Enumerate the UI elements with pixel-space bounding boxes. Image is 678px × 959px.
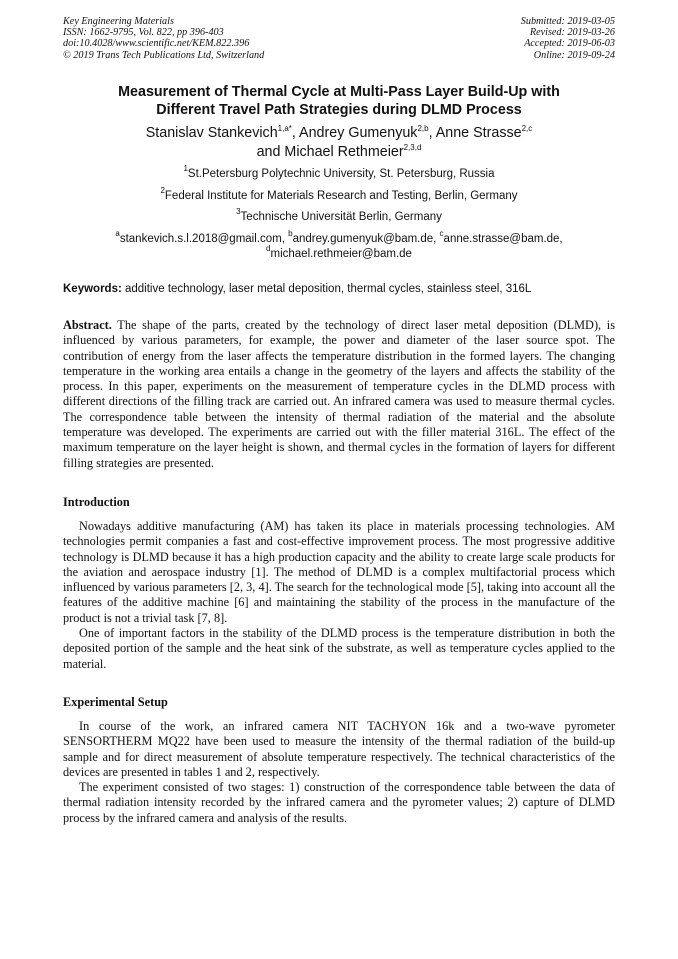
paragraph: Nowadays additive manufacturing (AM) has taken its place in materials processing technologies. AM technologies permit companies a fast and cost-effective improvement process. The most progressive additive technology is DLMD because it has a high production capacity and the ability to create large scale products for the aviation and aerospace industry [1]. The method of DLMD is a complex multifactorial process which influenced by various parameters [2, 3, 4]. The search for the technological mode [5], taking into account all the features of the additive machine [6] and maintaining the stability of the process in the manufacture of the product is not a trivial task [7, 8]. — [63, 519, 615, 625]
keywords-text: additive technology, laser metal deposition, thermal cycles, stainless steel, 316L — [121, 283, 532, 295]
online-date: Online: 2019-09-24 — [533, 49, 615, 61]
emails-line-2 — [63, 243, 615, 262]
affiliation-text: Federal Institute for Materials Research and Testing, Berlin, Germany — [164, 190, 518, 202]
email-mark: d — [266, 243, 271, 253]
submitted-date: Submitted: 2019-03-05 — [520, 16, 615, 27]
author-name: Andrey Gumenyuk — [299, 125, 418, 141]
title-line-1: Measurement of Thermal Cycle at Multi-Pass Layer Build-Up with — [118, 84, 560, 100]
title-line-2: Different Travel Path Strategies during DLMD Process — [156, 102, 522, 118]
email-mark: a — [115, 229, 120, 238]
copyright: © 2019 Trans Tech Publications Ltd, Switzerland — [63, 49, 265, 61]
affiliation-text: Technische Universität Berlin, Germany — [240, 211, 442, 223]
author-affiliation-mark: 2,c — [521, 124, 533, 133]
issn-volume: ISSN: 1662-9795, Vol. 822, pp 396-403 — [63, 27, 224, 39]
author-name: and Michael Rethmeier — [256, 143, 404, 160]
accepted-date: Accepted: 2019-06-03 — [524, 38, 615, 50]
author-separator: , — [428, 125, 436, 141]
paragraph: One of important factors in the stability of the DLMD process is the temperature distribution in both the deposited portion of the sample and the heat sink of the substrate, as well as temperature cycles applied to the material. — [63, 626, 615, 671]
author-separator: , — [291, 125, 300, 141]
affiliation-mark: 1 — [183, 164, 188, 173]
email-link[interactable]: anne.strasse@bam.de, — [443, 233, 563, 245]
affiliation-mark: 3 — [236, 207, 241, 216]
experimental-setup-body — [63, 719, 615, 826]
affiliation-2 — [63, 186, 615, 204]
keywords — [63, 282, 615, 296]
email-mark: b — [288, 229, 293, 238]
revised-date: Revised: 2019-03-26 — [529, 27, 615, 39]
email-link[interactable]: michael.rethmeier@bam.de — [270, 247, 412, 260]
affiliation-1 — [63, 164, 615, 182]
email-link[interactable]: andrey.gumenyuk@bam.de, — [292, 233, 440, 245]
author-emails — [63, 229, 615, 261]
author-affiliation-mark: 2,b — [417, 124, 429, 133]
introduction-body — [63, 519, 615, 672]
abstract-label: Abstract. — [63, 318, 112, 332]
email-mark: c — [439, 229, 444, 238]
keywords-label: Keywords: — [63, 283, 122, 295]
paragraph: In course of the work, an infrared camera NIT TACHYON 16k and a two-wave pyrometer SENSORTHERM MQ22 have been used to measure the intensity of the thermal radiation of the build-up sample and for direct measurement of absolute temperature respectively. The technical characteristics of the devices are presented in tables 1 and 2, respectively. — [63, 719, 615, 779]
publication-info — [63, 16, 264, 61]
abstract-text: The shape of the parts, created by the technology of direct laser metal deposition (DLMD), is influenced by various parameters, for example, the power and diameter of the laser source spot. The contribution of energy from the laser affects the temperature distribution in the formed layers. The changing temperature in the working area entails a change in the geometry of the layers and affects the stability of the process. In this paper, experiments on the measurement of temperature cycles in the DLMD process with different directions of the filling track are carried out. An infrared camera was used to measure thermal cycles. The correspondence table between the intensity of thermal radiation of the material and the absolute temperature was developed. The experiments are carried out with the filler material 316L. The effect of the maximum temperature on the layer height is shown, and thermal cycles in the formation of layers for different filling strategies are presented. — [63, 318, 615, 470]
author-affiliation-mark: 2,3,d — [403, 142, 422, 152]
emails-line-1 — [63, 229, 615, 247]
affiliation-mark: 2 — [160, 186, 165, 195]
doi: doi:10.4028/www.scientific.net/KEM.822.396 — [63, 38, 250, 50]
author-name: Anne Strasse — [435, 125, 522, 141]
paper-title — [63, 83, 615, 119]
section-heading-introduction: Introduction — [63, 495, 130, 509]
author-name: Stanislav Stankevich — [145, 125, 278, 141]
author-affiliation-mark: 1,a* — [277, 124, 292, 133]
section-heading-experimental-setup: Experimental Setup — [63, 695, 168, 709]
publication-dates — [521, 16, 615, 61]
affiliation-3 — [63, 207, 615, 225]
paragraph: The experiment consisted of two stages: 1) construction of the correspondence table between the data of thermal radiation intensity recorded by the infrared camera and the pyrometer values; 2) capture of DLMD process by the infrared camera and analysis of the results. — [63, 780, 615, 825]
email-link[interactable]: stankevich.s.l.2018@gmail.com, — [119, 233, 289, 245]
authors-line-2 — [63, 143, 615, 162]
affiliation-text: St.Petersburg Polytechnic University, St. Petersburg, Russia — [187, 168, 495, 180]
journal-name: Key Engineering Materials — [63, 16, 174, 27]
author-list — [63, 124, 615, 161]
authors-line-1 — [63, 124, 615, 143]
abstract — [63, 318, 615, 471]
